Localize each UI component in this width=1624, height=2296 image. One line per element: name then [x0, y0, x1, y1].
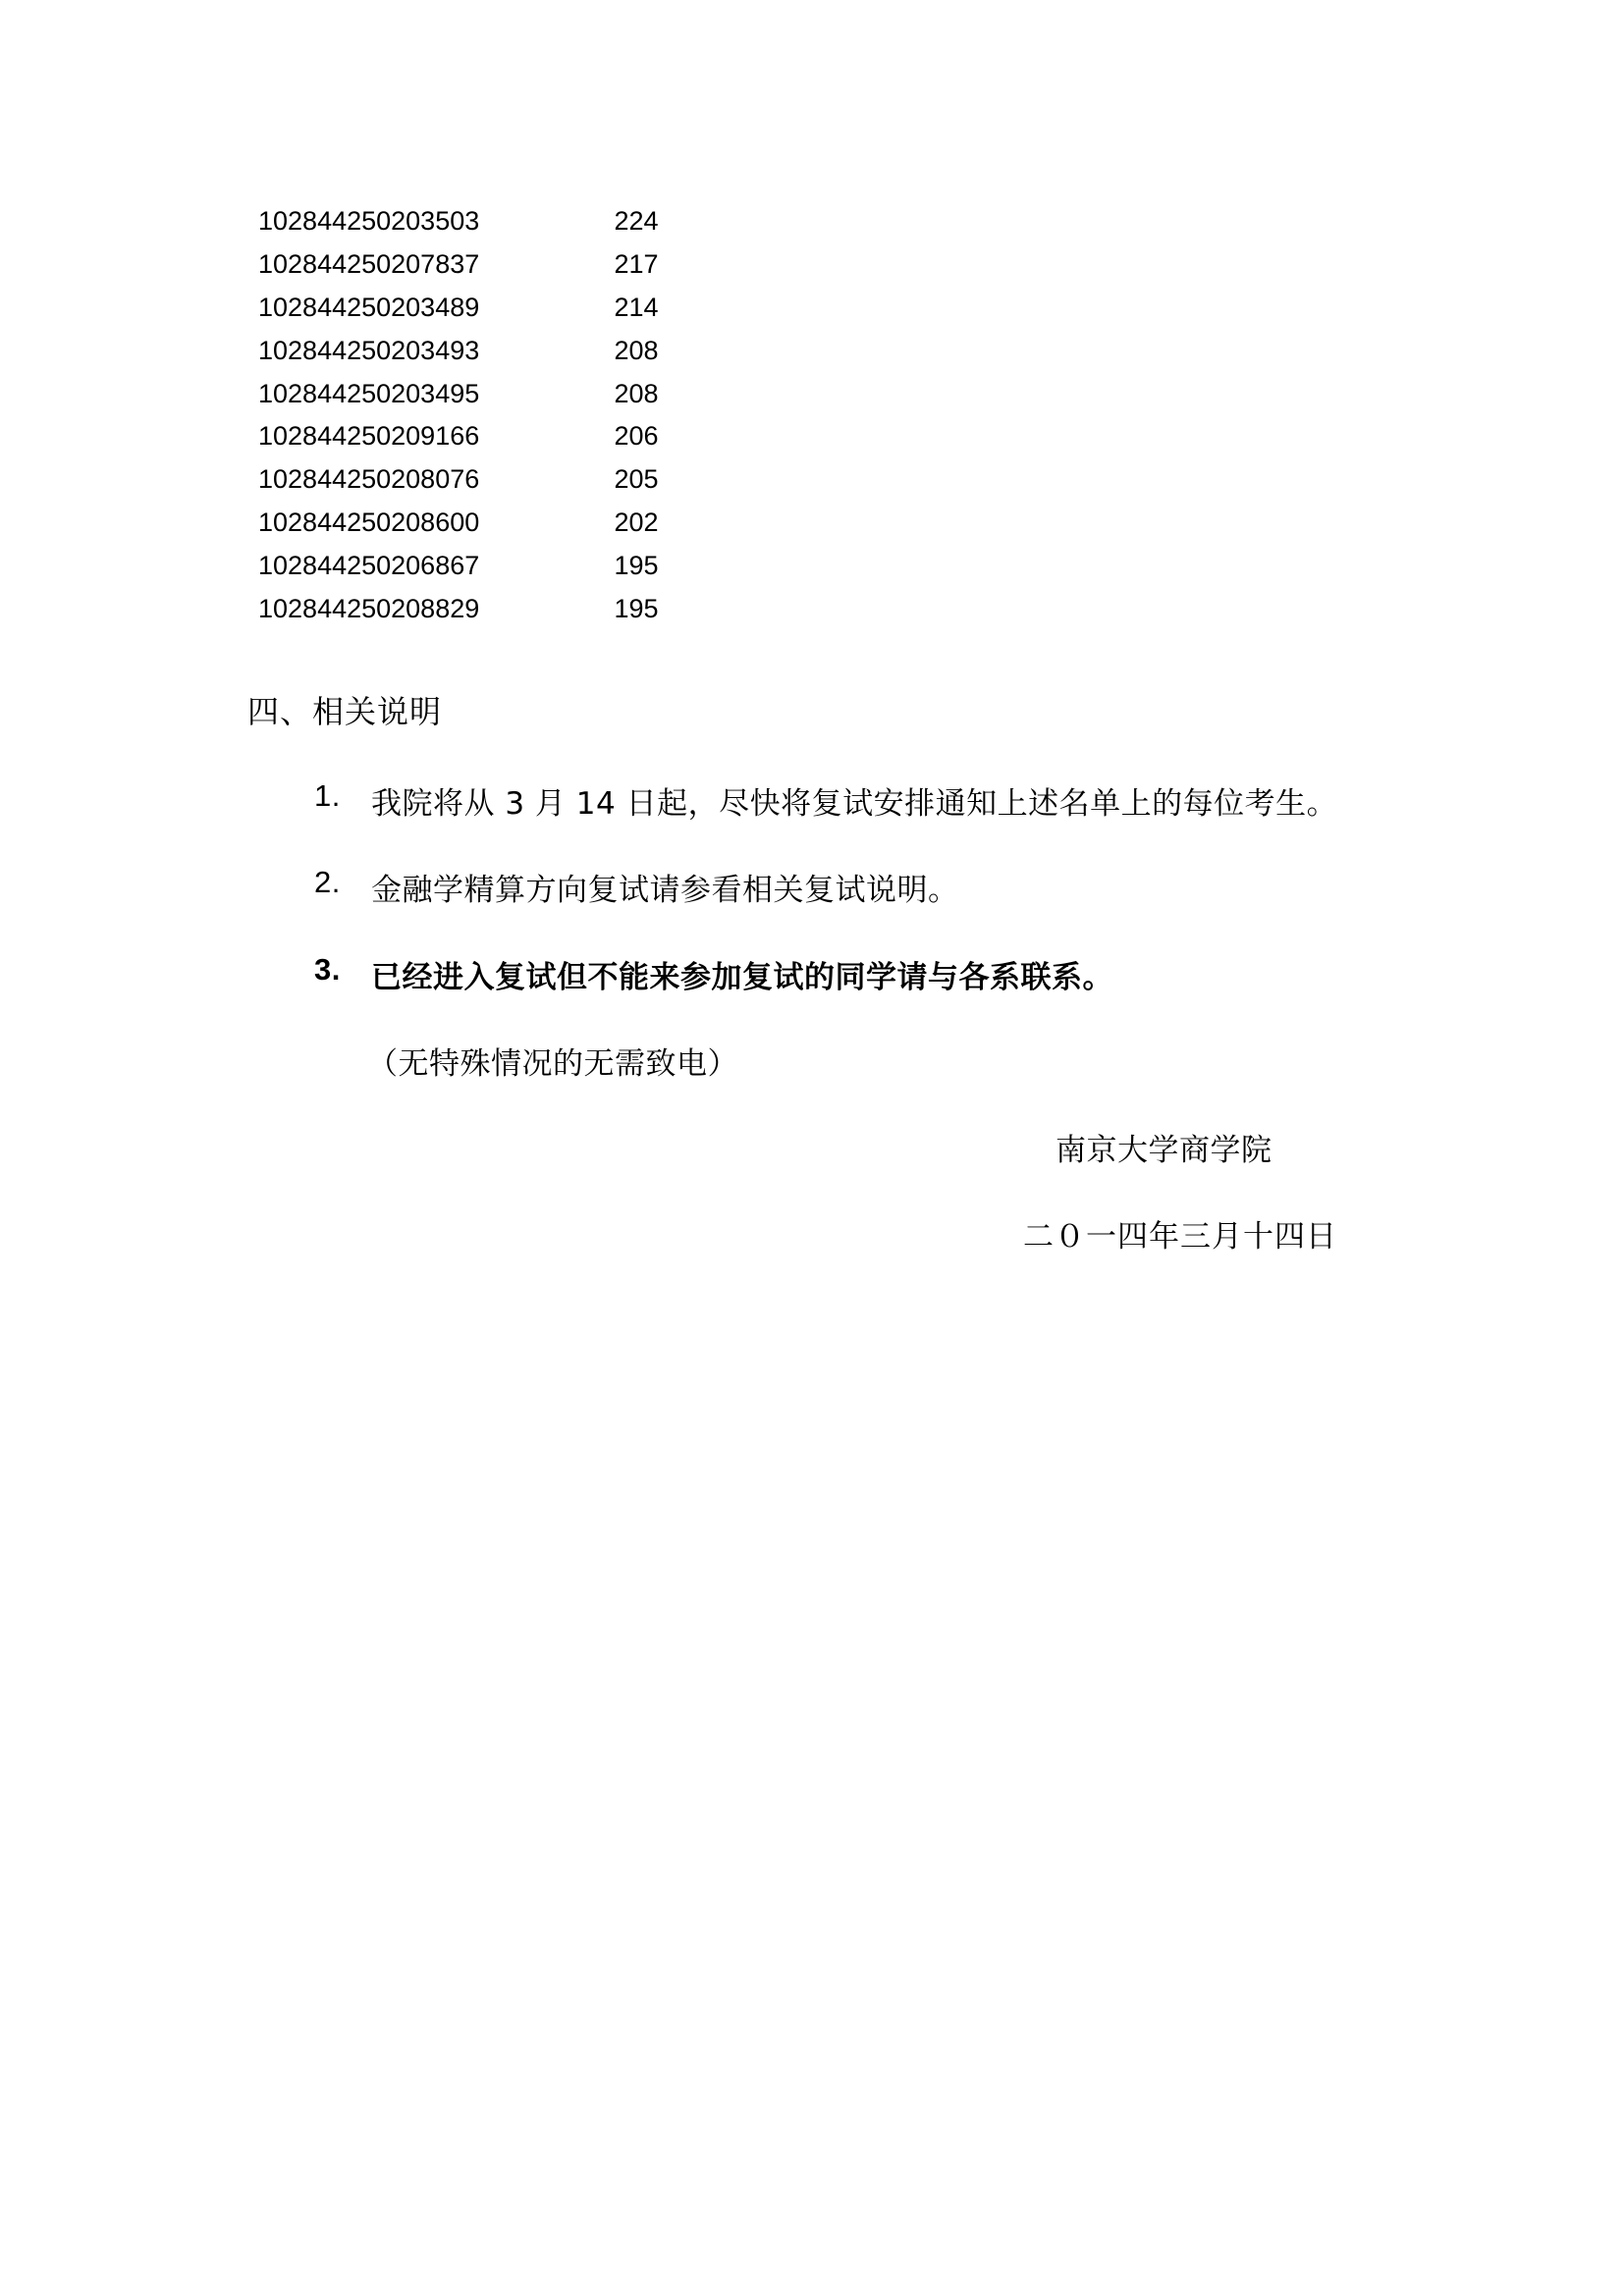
item-text: 金融学精算方向复试请参看相关复试说明。 [371, 873, 959, 908]
candidate-score: 205 [614, 464, 659, 495]
score-row [258, 329, 676, 372]
candidate-score: 217 [614, 249, 659, 280]
candidate-score: 208 [614, 378, 659, 408]
score-row [258, 458, 676, 502]
score-row [258, 415, 676, 458]
signature-date: 二０一四年三月十四日 [1023, 1219, 1337, 1255]
score-row [258, 287, 676, 330]
item-text: 已经进入复试但不能来参加复试的同学请与各系联系。 [371, 960, 1113, 995]
score-row [258, 502, 676, 545]
candidate-score: 195 [614, 550, 659, 580]
candidate-score: 202 [614, 507, 659, 537]
candidate-score: 206 [614, 421, 659, 452]
candidate-score: 214 [614, 292, 659, 322]
item-number: 3. [314, 952, 341, 987]
score-row [258, 372, 676, 415]
score-row [258, 200, 676, 243]
candidate-id: 102844250203489 [258, 292, 480, 322]
score-list [258, 200, 676, 630]
candidate-id: 102844250208829 [258, 593, 480, 623]
candidate-id: 102844250206867 [258, 550, 480, 580]
candidate-id: 102844250207837 [258, 249, 480, 280]
notice-item-1 [314, 778, 1337, 823]
candidate-id: 102844250203503 [258, 206, 480, 237]
notice-item-2 [314, 865, 959, 909]
candidate-score: 208 [614, 335, 659, 365]
notice-item-3 [314, 952, 1113, 996]
candidate-id: 102844250203495 [258, 378, 480, 408]
candidate-id: 102844250208600 [258, 507, 480, 537]
score-row [258, 544, 676, 587]
item-number: 2. [314, 865, 341, 899]
item-text: 我院将从 3 月 14 日起，尽快将复试安排通知上述名单上的每位考生。 [371, 786, 1338, 822]
candidate-id: 102844250209166 [258, 421, 480, 452]
note-text: （无特殊情况的无需致电） [367, 1046, 738, 1082]
candidate-id: 102844250203493 [258, 335, 480, 365]
section-heading: 四、相关说明 [247, 693, 443, 730]
candidate-score: 195 [614, 593, 659, 623]
item-number: 1. [314, 778, 341, 813]
signature-organization: 南京大学商学院 [1056, 1133, 1272, 1168]
candidate-score: 224 [614, 206, 659, 237]
score-row [258, 243, 676, 287]
candidate-id: 102844250208076 [258, 464, 480, 495]
score-row [258, 587, 676, 630]
